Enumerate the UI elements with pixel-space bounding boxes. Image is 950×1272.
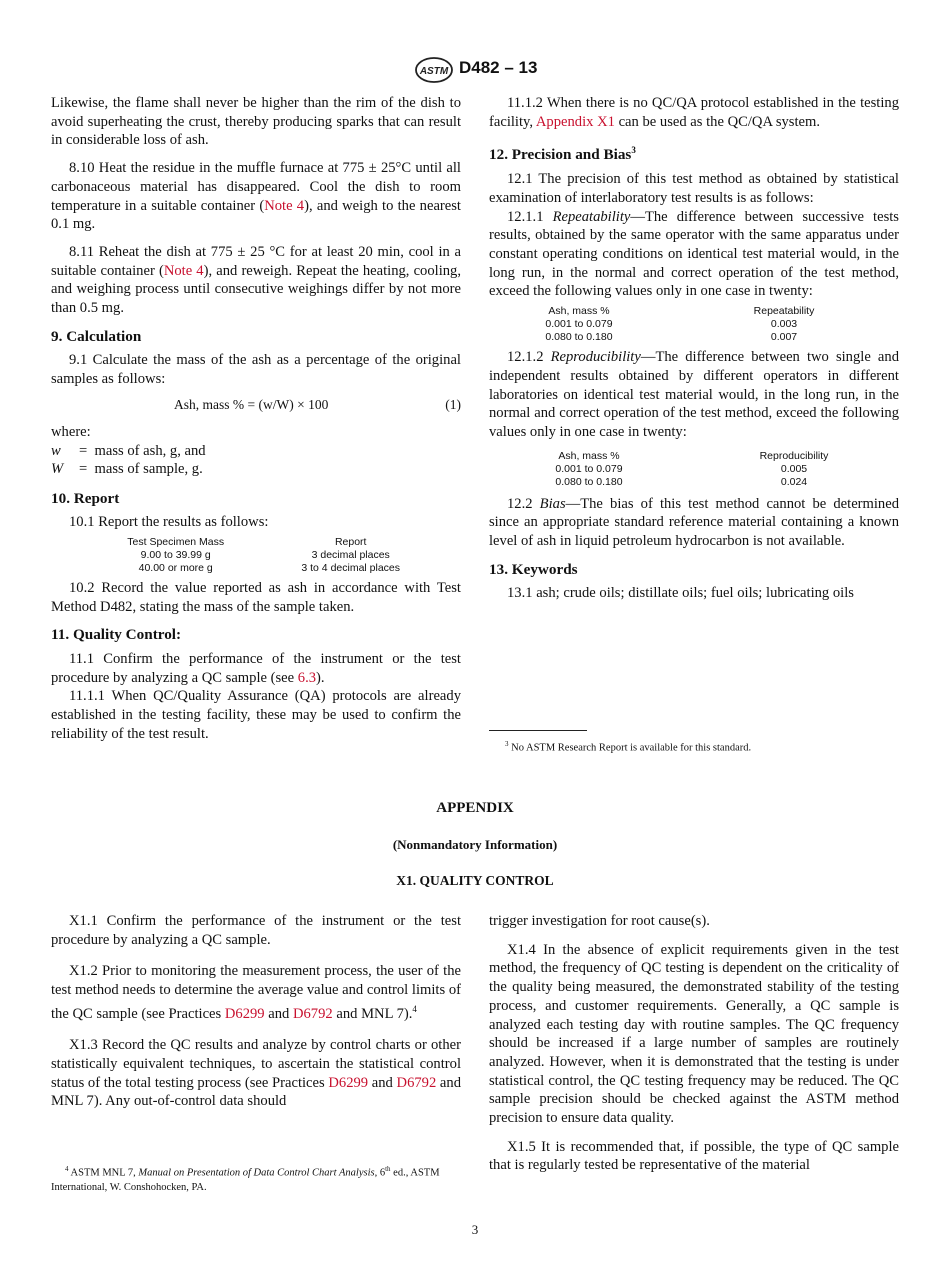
- table-cell: 0.024: [780, 475, 808, 488]
- paragraph-12-2: 12.2 Bias—The bias of this test method cannot be determined since an appropriate standard reference material containing a known level of ash in liquid petroleum hydrocarbon is not available.: [489, 495, 900, 550]
- paragraph-12-1-1: 12.1.1 Repeatability—The difference between successive tests results, obtained by the same operator with the same apparatus under constant operating conditions on identical test material would, in the long run, in the normal and correct operation of the test method, exceed the following values only in one case in twenty:: [489, 208, 899, 300]
- footnote-3: $^3$ No ASTM Research Report is available for this standard.: [505, 740, 752, 754]
- paragraph-8-11: 8.11 Reheat the dish at 775 ± 25 °C for at least 20 min, cool in a suitable container (Note 4), and reweigh. Repeat the heating, cooling, and weighing process until consecutive weighings differ by not more than 0.5 mg.: [51, 243, 461, 317]
- paragraph-8-10: 8.10 Heat the residue in the muffle furnace at 775 ± 25°C until all carbonaceous material has disappeared. Cool the dish to room temperature in a suitable container (Note 4), and weigh to the nearest 0.1 mg.: [51, 160, 461, 233]
- appendix-subtitle: (Nonmandatory Information): [392, 837, 558, 852]
- table-header: Ash, mass %: [558, 449, 620, 462]
- table-cell: 0.080 to 0.180: [555, 475, 623, 488]
- paragraph-x1-3-cont: trigger investigation for root cause(s).: [489, 913, 710, 929]
- reproducibility-table: [489, 450, 899, 489]
- paragraph-12-1-2: 12.1.2 Reproducibility—The difference between two single and independent results obtained by different operators in different laboratories on identical test material would, in the long run, in the normal and correct operation of the test method, exceed the following values only in one case in twenty:: [489, 349, 899, 440]
- table-cell: 40.00 or more g: [138, 561, 213, 574]
- section-heading-10: 10. Report: [51, 489, 120, 507]
- table-cell: 3 decimal places: [311, 548, 390, 561]
- paragraph-x1-5: X1.5 It is recommended that, if possible, the type of QC sample that is regularly tested be representative of the material: [489, 1138, 899, 1174]
- var-W: W: [51, 460, 64, 477]
- section-6-3-link[interactable]: 6.3: [297, 669, 317, 686]
- paragraph-x1-3: X1.3 Record the QC results and analyze by control charts or other statistically equivalent techniques, to ascertain the statistical control status of the total testing process (see Practices D6299 and D6792 and MNL 7). Any out-of-control data should: [51, 1037, 462, 1110]
- page-number: 3: [471, 1222, 479, 1237]
- appendix-heading: X1. QUALITY CONTROL: [396, 873, 554, 888]
- table-cell: 0.001 to 0.079: [545, 318, 613, 331]
- appendix-title: APPENDIX: [436, 800, 514, 816]
- section-heading-12: 12. Precision and Bias$^3$: [489, 145, 636, 164]
- table-header: Repeatability: [753, 305, 815, 318]
- paragraph-10-2: 10.2 Record the value reported as ash in accordance with Test Method D482, stating the mass of the sample taken.: [51, 579, 461, 615]
- equation-text: Ash, mass % = (w/W) × 100: [174, 396, 329, 412]
- variable-definitions: [51, 442, 461, 480]
- document-id: D482 – 13: [459, 58, 538, 77]
- footnote-rule: [489, 730, 587, 731]
- note-4-link[interactable]: Note 4: [264, 197, 305, 214]
- d6792-link[interactable]: D6792: [396, 1074, 437, 1091]
- equation-number: (1): [445, 396, 461, 412]
- paragraph-11-1: 11.1 Confirm the performance of the instrument or the test procedure by analyzing a QC sample (see 6.3).: [51, 651, 461, 686]
- section-heading-11: 11. Quality Control:: [51, 626, 182, 644]
- appendix-x1-link[interactable]: Appendix X1: [535, 113, 615, 130]
- page-header: [0, 56, 950, 86]
- table-header: Test Specimen Mass: [127, 535, 225, 548]
- var-w-def: = mass of ash, g, and: [79, 442, 206, 459]
- paragraph-11-1-1: 11.1.1 When QC/Quality Assurance (QA) protocols are already established in the testing facility, these may be used to confirm the reliability of the test result.: [51, 688, 461, 742]
- left-column: [51, 94, 461, 744]
- repeatability-table: [489, 305, 899, 344]
- table-cell: 0.003: [770, 318, 798, 331]
- section-heading-13: 13. Keywords: [489, 560, 578, 578]
- table-header: Reproducibility: [759, 449, 829, 462]
- equation: [51, 391, 461, 419]
- table-header: Report: [334, 535, 367, 548]
- table-cell: 9.00 to 39.99 g: [140, 548, 211, 561]
- d6792-link[interactable]: D6792: [292, 1005, 333, 1022]
- table-cell: 3 to 4 decimal places: [301, 561, 401, 574]
- section-heading-9: 9. Calculation: [51, 327, 142, 345]
- where-label: where:: [51, 423, 91, 440]
- astm-logo-icon: [414, 56, 454, 84]
- table-header: Ash, mass %: [548, 305, 610, 318]
- paragraph-11-1-2: 11.1.2 When there is no QC/QA protocol established in the testing facility, Appendix X1 can be used as the QC/QA system.: [489, 95, 899, 130]
- table-cell: 0.080 to 0.180: [545, 331, 613, 344]
- appendix-right-column: [489, 912, 899, 1175]
- paragraph-x1-1: X1.1 Confirm the performance of the instrument or the test procedure by analyzing a QC sample.: [51, 913, 461, 948]
- paragraph: Likewise, the flame shall never be higher than the rim of the dish to avoid superheating the crust, thereby producing sparks that can result in considerable loss of ash.: [51, 95, 461, 149]
- paragraph-12-1: 12.1 The precision of this test method as obtained by statistical examination of interlaboratory test results is as follows:: [489, 171, 899, 206]
- d6299-link[interactable]: D6299: [328, 1074, 369, 1091]
- right-column: [489, 94, 899, 603]
- table-cell: 0.007: [770, 331, 798, 344]
- paragraph-x1-2: X1.2 Prior to monitoring the measurement process, the user of the test method needs to determine the average value and control limits of the QC sample (see Practices D6299 and D6792 and MNL 7).$^4$: [51, 963, 461, 1022]
- paragraph-13-1: 13.1 ash; crude oils; distillate oils; fuel oils; lubricating oils: [507, 585, 854, 602]
- note-4-link[interactable]: Note 4: [163, 262, 204, 279]
- table-cell: 0.005: [780, 462, 808, 475]
- paragraph-10-1: 10.1 Report the results as follows:: [69, 514, 269, 531]
- paragraph-x1-4: X1.4 In the absence of explicit requirements given in the test method, the frequency of QC testing is dependent on the criticality of the quality being measured, the demonstrated stability of the testing process, and customer requirements. Generally, a QC sample is analyzed each testing day with routine samples. The QC frequency should be increased if a large number of samples are routinely analyzed. However, when it is demonstrated that the testing is under statistical control, the QC testing frequency may be reduced. The QC sample precision should be checked against the ASTM method precision to ensure data quality.: [489, 941, 899, 1127]
- appendix-left-column: [51, 912, 461, 1111]
- footnote-4: $^4$ ASTM MNL 7, Manual on Presentation of Data Control Chart Analysis, 6th ed., ASTM International, W. Conshohocken, PA.: [51, 1165, 440, 1193]
- svg-text:ASTM: ASTM: [419, 66, 449, 77]
- var-w: w: [51, 442, 61, 459]
- table-cell: 0.001 to 0.079: [555, 462, 623, 475]
- d6299-link[interactable]: D6299: [224, 1005, 265, 1022]
- paragraph-9-1: 9.1 Calculate the mass of the ash as a percentage of the original samples as follows:: [51, 352, 461, 388]
- var-W-def: = mass of sample, g.: [79, 460, 203, 477]
- report-table: [89, 536, 439, 575]
